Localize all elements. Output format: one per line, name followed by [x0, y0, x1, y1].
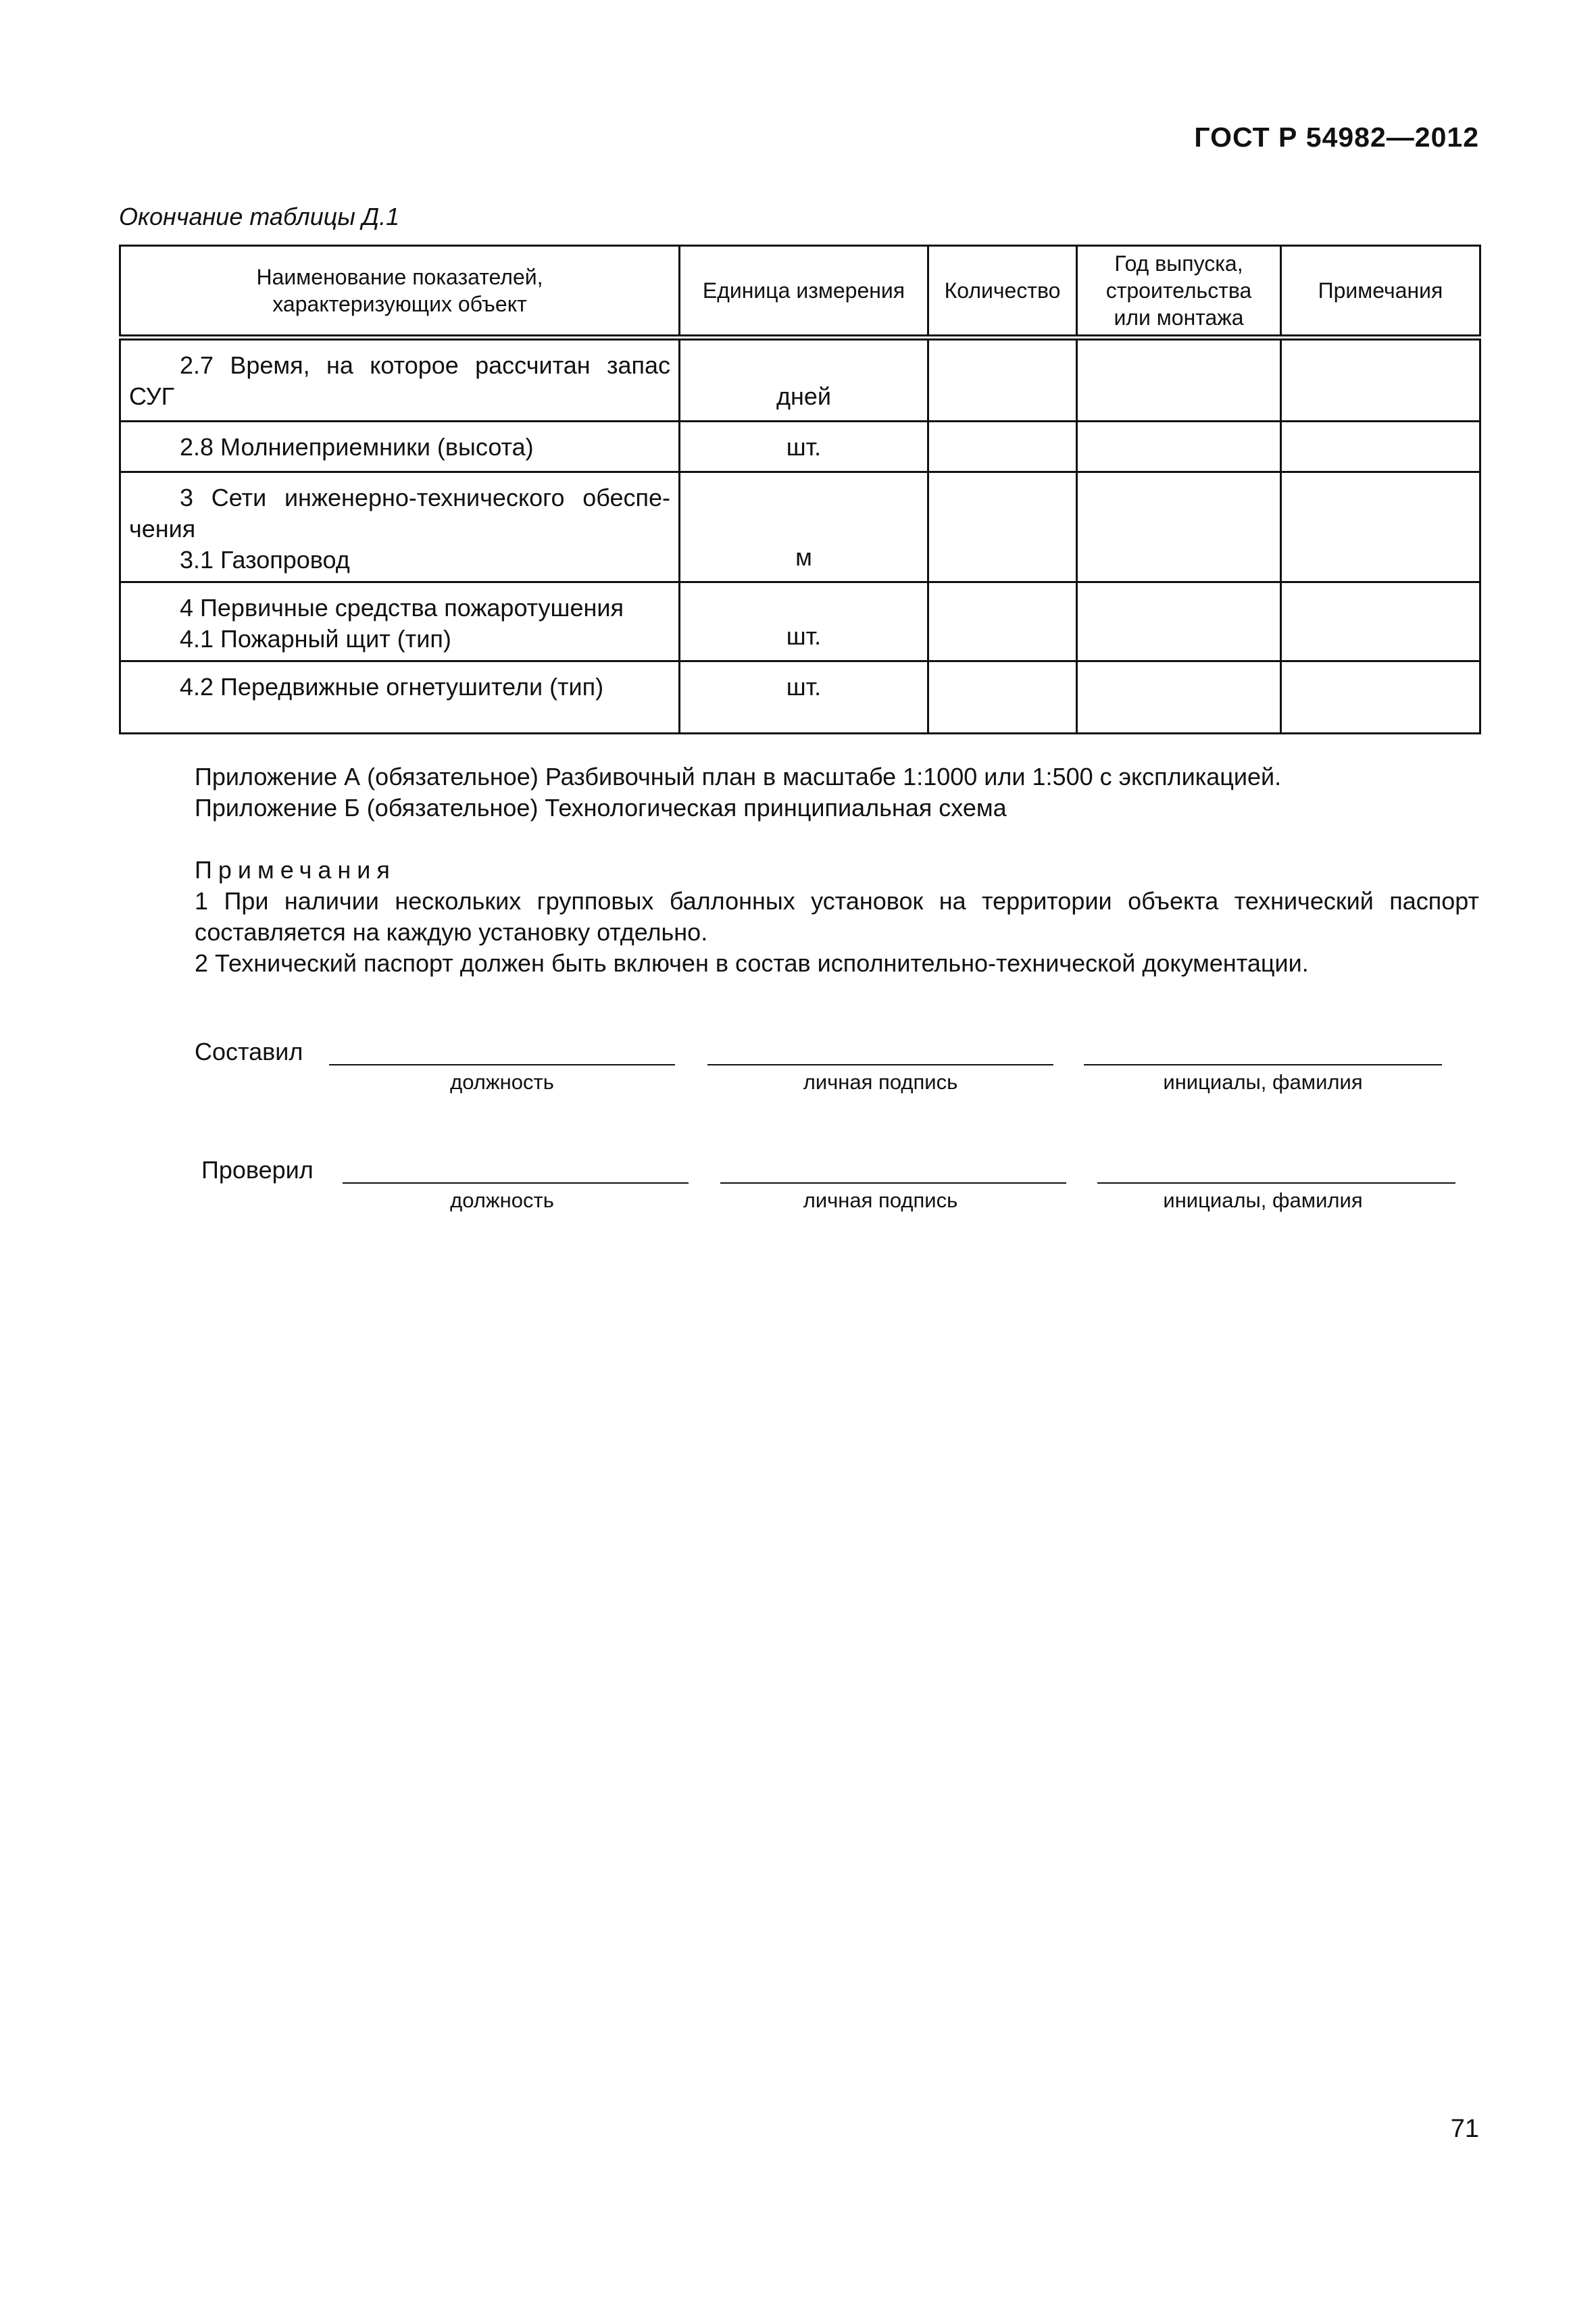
row-quantity-cell [928, 422, 1077, 472]
row-unit-cell: шт. [680, 582, 928, 661]
row-quantity-cell [928, 338, 1077, 422]
signature-line-name[interactable] [1097, 1182, 1455, 1184]
signature-label-compiled: Составил [195, 1038, 303, 1065]
row-unit-cell: м [680, 472, 928, 582]
row-notes-cell [1281, 422, 1480, 472]
page-number: 71 [1450, 2115, 1479, 2143]
table-caption: Окончание таблицы Д.1 [119, 203, 400, 230]
row-unit-cell: дней [680, 338, 928, 422]
signature-caption-position: должность [450, 1070, 554, 1094]
notes-title: Примечания [195, 856, 396, 884]
row-notes-cell [1281, 582, 1480, 661]
note-item-1: 1 При наличии нескольких групповых баллонных установок на территории объекта технический паспорт составляется на каждую установку отдельно. [195, 887, 1479, 946]
row-year-cell [1077, 582, 1281, 661]
row-quantity-cell [928, 582, 1077, 661]
row-name-cell: 2.8 Молниеприемники (высота) [120, 422, 680, 472]
signature-caption-name: инициалы, фамилия [1163, 1188, 1363, 1212]
passport-table [119, 245, 1481, 734]
column-header-name: Наименование показателей, характеризующих объект [120, 246, 680, 338]
column-header-quantity: Количество [928, 246, 1077, 338]
signature-line-position[interactable] [329, 1064, 675, 1065]
table-row [120, 582, 1480, 661]
column-header-notes: Примечания [1281, 246, 1480, 338]
row-name-cell: 3 Сети инженерно-технического обеспе- чения 3.1 Газопровод [120, 472, 680, 582]
signature-caption-signature: личная подпись [803, 1188, 958, 1212]
column-header-unit: Единица измерения [680, 246, 928, 338]
row-unit-cell: шт. [680, 422, 928, 472]
appendix-b: Приложение Б (обязательное) Технологическая принципиальная схема [195, 794, 1007, 822]
row-notes-cell [1281, 338, 1480, 422]
signature-label-checked: Проверил [201, 1156, 314, 1184]
table-row [120, 422, 1480, 472]
row-year-cell [1077, 472, 1281, 582]
appendix-list [119, 761, 1479, 824]
row-year-cell [1077, 338, 1281, 422]
signature-caption-signature: личная подпись [803, 1070, 958, 1094]
row-name-cell: 2.7 Время, на которое рассчитан запас СУГ [120, 338, 680, 422]
signature-line-position[interactable] [343, 1182, 689, 1184]
row-year-cell [1077, 422, 1281, 472]
document-code: ГОСТ Р 54982—2012 [1194, 122, 1479, 153]
signature-line-signature[interactable] [720, 1182, 1066, 1184]
column-header-year: Год выпуска, строительства или монтажа [1077, 246, 1281, 338]
row-unit-cell: шт. [680, 661, 928, 734]
note-item-2: 2 Технический паспорт должен быть включен в состав исполнительно-технической документации. [195, 949, 1309, 977]
signature-caption-position: должность [450, 1188, 554, 1212]
signature-line-signature[interactable] [707, 1064, 1053, 1065]
table-row [120, 338, 1480, 422]
row-quantity-cell [928, 472, 1077, 582]
row-year-cell [1077, 661, 1281, 734]
row-notes-cell [1281, 472, 1480, 582]
signature-line-name[interactable] [1084, 1064, 1442, 1065]
row-quantity-cell [928, 661, 1077, 734]
row-name-cell: 4 Первичные средства пожаротушения 4.1 Пожарный щит (тип) [120, 582, 680, 661]
notes-section [119, 855, 1479, 979]
appendix-a: Приложение А (обязательное) Разбивочный план в масштабе 1:1000 или 1:500 с экспликацией. [195, 763, 1282, 790]
table-row [120, 661, 1480, 734]
table-row [120, 472, 1480, 582]
row-name-cell: 4.2 Передвижные огнетушители (тип) [120, 661, 680, 734]
table-header-row [120, 246, 1480, 338]
row-notes-cell [1281, 661, 1480, 734]
signature-caption-name: инициалы, фамилия [1163, 1070, 1363, 1094]
